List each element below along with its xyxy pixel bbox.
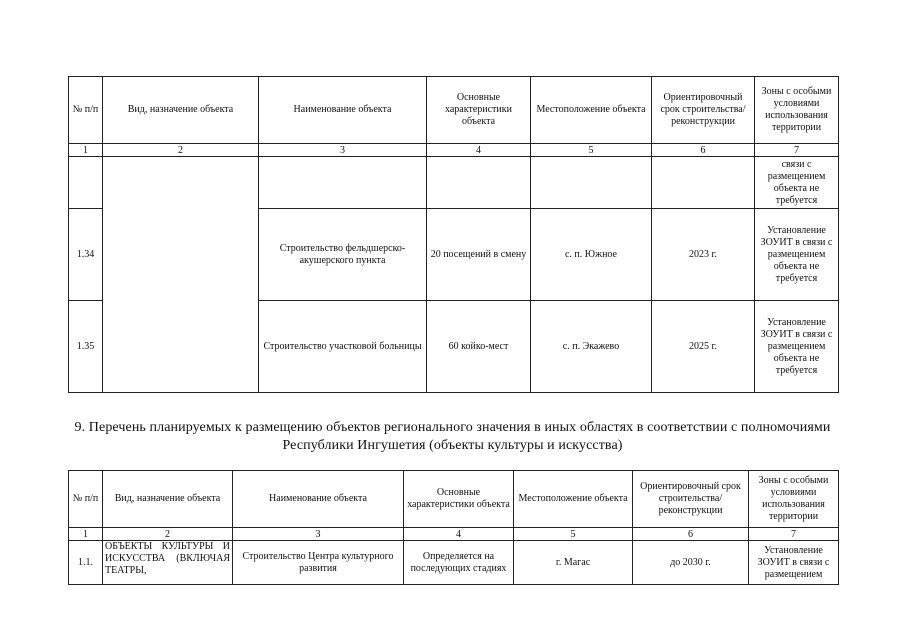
header-zones: Зоны с особыми условиями использования территории <box>755 77 839 144</box>
object-location: с. п. Экажево <box>531 301 652 393</box>
object-location: г. Магас <box>514 541 633 585</box>
header-name: Наименование объекта <box>259 77 427 144</box>
object-name: Строительство фельдшерско-акушерского пункта <box>259 209 427 301</box>
object-name: Строительство Центра культурного развития <box>233 541 404 585</box>
row-number <box>69 157 103 209</box>
column-number: 4 <box>404 528 514 541</box>
column-number: 5 <box>531 144 652 157</box>
column-number: 3 <box>233 528 404 541</box>
section-heading: 9. Перечень планируемых к размещению объектов регионального значения в иных областях в соответствии с полномочиями Республики Ингушетия (объекты культуры и искусства) <box>74 420 831 453</box>
column-number: 6 <box>652 144 755 157</box>
header-characteristics: Основные характеристики объекта <box>404 471 514 528</box>
header-name: Наименование объекта <box>233 471 404 528</box>
header-location: Местоположение объекта <box>531 77 652 144</box>
table-row <box>69 541 839 585</box>
header-number: № п/п <box>69 77 103 144</box>
object-term: 2025 г. <box>652 301 755 393</box>
header-characteristics: Основные характеристики объекта <box>427 77 531 144</box>
object-characteristics: Определяется на последующих стадиях <box>404 541 514 585</box>
object-characteristics <box>427 157 531 209</box>
header-term: Ориентировочный срок строительства/ реконструкции <box>633 471 749 528</box>
object-zones: Установление ЗОУИТ в связи с размещением объекта не требуется <box>755 301 839 393</box>
header-number: № п/п <box>69 471 103 528</box>
object-name: Строительство участковой больницы <box>259 301 427 393</box>
column-numbers-row <box>69 528 839 541</box>
object-location <box>531 157 652 209</box>
object-zones: связи с размещением объекта не требуется <box>755 157 839 209</box>
row-number: 1.35 <box>69 301 103 393</box>
object-characteristics: 60 койко-мест <box>427 301 531 393</box>
object-term <box>652 157 755 209</box>
header-type: Вид, назначение объекта <box>103 77 259 144</box>
header-location: Местоположение объекта <box>514 471 633 528</box>
column-number: 2 <box>103 144 259 157</box>
object-zones: Установление ЗОУИТ в связи с размещением объекта не требуется <box>755 209 839 301</box>
object-type: ОБЪЕКТЫ КУЛЬТУРЫ И ИСКУССТВА (ВКЛЮЧАЯ ТЕАТРЫ, <box>103 541 233 585</box>
table-header-row <box>69 471 839 528</box>
objects-table-healthcare <box>68 76 839 393</box>
column-number: 7 <box>755 144 839 157</box>
object-name <box>259 157 427 209</box>
object-zones: Установление ЗОУИТ в связи с размещением <box>749 541 839 585</box>
table-row <box>69 157 839 209</box>
object-characteristics: 20 посещений в смену <box>427 209 531 301</box>
column-number: 6 <box>633 528 749 541</box>
column-number: 7 <box>749 528 839 541</box>
column-number: 1 <box>69 144 103 157</box>
header-type: Вид, назначение объекта <box>103 471 233 528</box>
object-term: 2023 г. <box>652 209 755 301</box>
row-number: 1.1. <box>69 541 103 585</box>
column-number: 3 <box>259 144 427 157</box>
object-term: до 2030 г. <box>633 541 749 585</box>
objects-table-culture <box>68 470 839 585</box>
column-number: 1 <box>69 528 103 541</box>
column-number: 4 <box>427 144 531 157</box>
column-numbers-row <box>69 144 839 157</box>
column-number: 2 <box>103 528 233 541</box>
object-type-cell <box>103 157 259 393</box>
header-term: Ориентировочный срок строительства/ реконструкции <box>652 77 755 144</box>
table-header-row <box>69 77 839 144</box>
row-number: 1.34 <box>69 209 103 301</box>
header-zones: Зоны с особыми условиями использования территории <box>749 471 839 528</box>
column-number: 5 <box>514 528 633 541</box>
object-location: с. п. Южное <box>531 209 652 301</box>
